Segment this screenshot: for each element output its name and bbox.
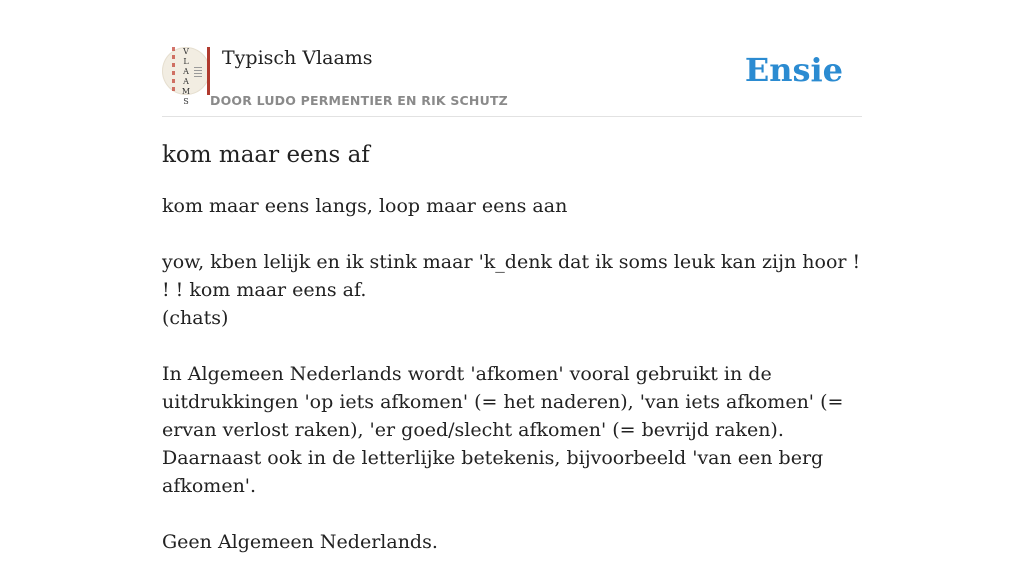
cover-letter: S <box>183 97 189 106</box>
definition-line: In Algemeen Nederlands wordt 'afkomen' vooral gebruikt in de uitdrukkingen 'op iets afkomen' (= het naderen), 'van iets afkomen' (= ervan verlost raken), 'er goed/slecht afkomen' (= bevrijd raken). Daarnaast ook in de letterlijke betekenis, bijvoorbeeld 'van een berg afkomen'. <box>162 363 844 497</box>
book-title-link[interactable]: Typisch Vlaams <box>222 47 373 69</box>
definition-paragraph <box>162 192 862 220</box>
cover-letter: M <box>181 87 191 96</box>
author-byline: DOOR LUDO PERMENTIER EN RIK SCHUTZ <box>210 93 508 108</box>
entry-term-title: kom maar eens af <box>162 142 370 168</box>
definition-paragraph <box>162 248 862 332</box>
cover-text-lines <box>194 67 202 77</box>
cover-letter: L <box>183 57 189 66</box>
header <box>162 0 862 117</box>
definition-paragraph <box>162 528 862 556</box>
book-cover-image[interactable] <box>162 47 210 106</box>
cover-letter: A <box>183 77 189 86</box>
cover-spine-decoration <box>172 47 175 95</box>
cover-letter: A <box>183 67 189 76</box>
ensie-logo-link[interactable]: Ensie <box>744 51 843 89</box>
definition-line: Geen Algemeen Nederlands. <box>162 531 438 553</box>
entry-definition <box>162 192 862 584</box>
cover-letter: V <box>183 47 189 56</box>
definition-line: (chats) <box>162 307 229 329</box>
cover-letters <box>180 47 192 107</box>
definition-line: yow, kben lelijk en ik stink maar 'k_denk dat ik soms leuk kan zijn hoor ! ! ! kom maar eens af. <box>162 251 861 301</box>
definition-paragraph <box>162 360 862 500</box>
page-container <box>162 0 862 553</box>
cover-edge <box>207 47 210 95</box>
definition-line: kom maar eens langs, loop maar eens aan <box>162 195 568 217</box>
